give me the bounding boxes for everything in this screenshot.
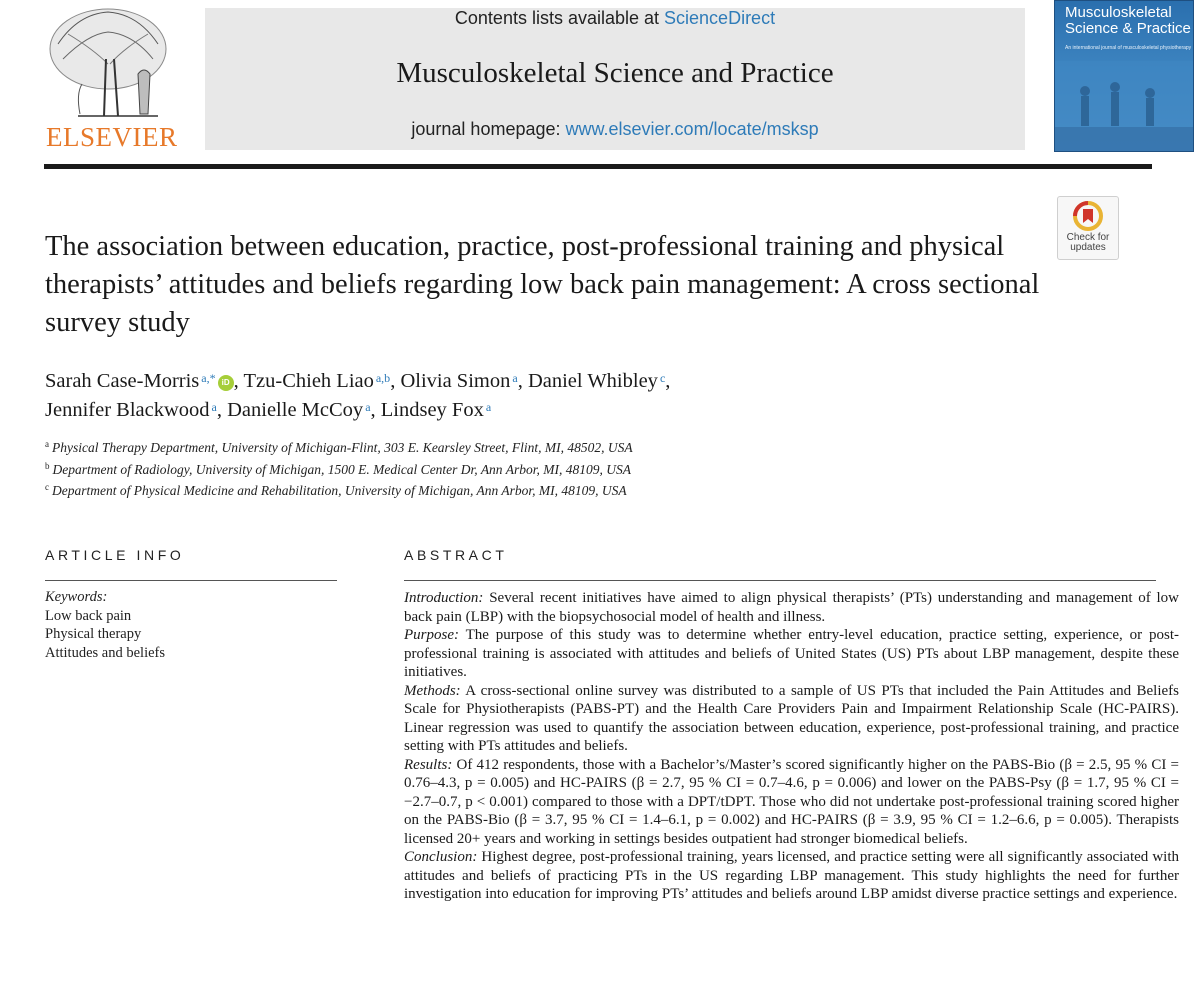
abstract-section-text: Several recent initiatives have aimed to align physical therapists’ (PTs) understanding and management of low back pain (LBP) with the biopsychosocial model of health and illness. [404, 590, 1179, 625]
header-rule [44, 164, 1152, 169]
elsevier-logo[interactable] [38, 4, 178, 154]
abstract-section-label: Introduction: [404, 590, 484, 606]
abstract-paragraph [404, 682, 1179, 756]
cover-subtitle: An international journal of musculoskeletal physiotherapy [1065, 45, 1192, 51]
affiliation-text: Physical Therapy Department, University of Michigan-Flint, 303 E. Kearsley Street, Flint, MI, 48502, USA [52, 440, 633, 455]
abstract-section-text: The purpose of this study was to determine whether entry-level education, practice setting, experience, or post-professional training is associated with attitudes and beliefs of United States (US) PTs about LBP management, despite these initiatives. [404, 627, 1179, 680]
homepage-line [205, 119, 1025, 140]
article-info-heading: ARTICLE INFO [45, 547, 185, 563]
author-name[interactable]: Olivia Simon [400, 370, 511, 392]
author-name[interactable]: Lindsey Fox [380, 399, 484, 421]
author-name[interactable]: Danielle McCoy [227, 399, 364, 421]
cover-figures-icon [1055, 61, 1193, 151]
elsevier-wordmark: ELSEVIER [46, 122, 178, 152]
journal-cover[interactable] [1054, 0, 1194, 152]
article-title: The association between education, practice, post-professional training and physical therapists’ attitudes and beliefs regarding low back pain management: A cross sectional survey study [45, 231, 1040, 338]
author-affiliation-mark[interactable]: a [512, 371, 518, 385]
abstract-paragraph [404, 626, 1179, 682]
abstract-section-label: Conclusion: [404, 849, 478, 865]
homepage-prefix: journal homepage: [411, 119, 561, 139]
keywords-label: Keywords: [45, 589, 108, 605]
keyword-item[interactable]: Physical therapy [45, 626, 142, 642]
contents-line [205, 8, 1025, 29]
author-name[interactable]: Sarah Case-Morris [45, 370, 200, 392]
article-info-rule [45, 580, 337, 581]
author-affiliation-mark[interactable]: a [365, 400, 371, 414]
orcid-icon[interactable]: iD [218, 375, 234, 391]
author-affiliation-mark[interactable]: c [659, 371, 666, 385]
abstract-section-label: Results: [404, 756, 453, 773]
keyword-item[interactable]: Low back pain [45, 607, 132, 624]
elsevier-tree-icon [38, 4, 178, 122]
abstract-paragraph [404, 589, 1179, 626]
journal-header [205, 8, 1025, 150]
affiliation-item [45, 460, 945, 482]
sciencedirect-link[interactable]: ScienceDirect [664, 8, 776, 28]
author-affiliation-mark[interactable]: a [485, 400, 492, 414]
check-for-updates-button[interactable] [1057, 196, 1119, 260]
author-affiliation-mark[interactable]: a,* [201, 371, 216, 385]
affiliation-mark: c [45, 482, 49, 492]
check-for-updates-label: Check for updates [1066, 232, 1110, 253]
affiliation-list [45, 438, 945, 503]
abstract-body [404, 589, 1179, 904]
author-name[interactable]: Tzu-Chieh Liao [243, 370, 374, 392]
keywords-block [45, 588, 165, 662]
author-name[interactable]: Daniel Whibley [527, 370, 658, 392]
crossmark-icon [1073, 201, 1103, 231]
affiliation-text: Department of Physical Medicine and Rehabilitation, University of Michigan, Ann Arbor, MI, 48109, USA [52, 483, 627, 498]
journal-homepage-link[interactable]: www.elsevier.com/locate/msksp [565, 119, 819, 139]
keyword-item[interactable]: Attitudes and beliefs [45, 644, 166, 661]
affiliation-mark: b [45, 460, 50, 471]
contents-prefix: Contents lists available at [454, 8, 660, 28]
author-affiliation-mark[interactable]: a [211, 400, 217, 414]
abstract-paragraph [404, 756, 1179, 849]
abstract-section-label: Methods: [404, 682, 461, 699]
abstract-section-text: Highest degree, post-professional training, years licensed, and practice setting were all significantly associated with attitudes and beliefs of practicing PTs in the US regarding LBP management. This study highlights the need for further investigation into education for improving PTs’ attitudes and beliefs around LBP amidst diverse practice settings and experience. [404, 849, 1179, 902]
journal-title: Musculoskeletal Science and Practice [396, 57, 834, 89]
abstract-section-label: Purpose: [404, 627, 459, 643]
author-affiliation-mark[interactable]: a,b [375, 371, 391, 385]
affiliation-item [45, 438, 945, 460]
affiliation-mark: a [45, 439, 49, 449]
abstract-paragraph [404, 848, 1179, 904]
abstract-heading: ABSTRACT [404, 547, 508, 563]
affiliation-text: Department of Radiology, University of Michigan, 1500 E. Medical Center Dr, Ann Arbor, MI, 48109, USA [52, 461, 631, 477]
abstract-rule [404, 580, 1156, 581]
cover-title: Musculoskeletal Science & Practice [1065, 4, 1191, 37]
author-list: Sarah Case-Morris $^{a,*}$ iD , Tzu-Chieh Liao $^{a,b}$, Olivia Simon $^a$, Daniel Whibley $^c$, Jennifer Blackwood $^a$, Danielle McCoy $^a$, Lindsey Fox $^a$ [45, 370, 671, 421]
author-name[interactable]: Jennifer Blackwood [45, 399, 210, 421]
abstract-section-text: Of 412 respondents, those with a Bachelor’s/Master’s scored significantly higher on the PABS-Bio (β = 2.5, 95 % CI = 0.76–4.3, p = 0.005) and HC-PAIRS (β = 2.7, 95 % CI = 0.7–4.6, p = 0.006) and lower on the PABS-Psy (β = 1.7, 95 % CI = −2.7–0.7, p < 0.001) compared to those with a DPT/tDPT. Those who did not undertake post-professional training scored higher on the PABS-Bio (β = 3.7, 95 % CI = 1.4–6.1, p = 0.002) and HC-PAIRS (β = 3.9, 95 % CI = 1.2–6.6, p = 0.005). Therapists licensed 20+ years and working in settings besides outpatient had stronger biomedical beliefs. [404, 756, 1179, 847]
affiliation-item [45, 481, 945, 503]
abstract-section-text: A cross-sectional online survey was distributed to a sample of US PTs that included the Pain Attitudes and Beliefs Scale for Physiotherapists (PABS-PT) and the Health Care Providers Pain and Impairment Relationship Scale (HC-PAIRS). Linear regression was used to quantify the association between education, experience, post-professional training, and practice setting with PTs attitudes and beliefs. [404, 682, 1179, 754]
